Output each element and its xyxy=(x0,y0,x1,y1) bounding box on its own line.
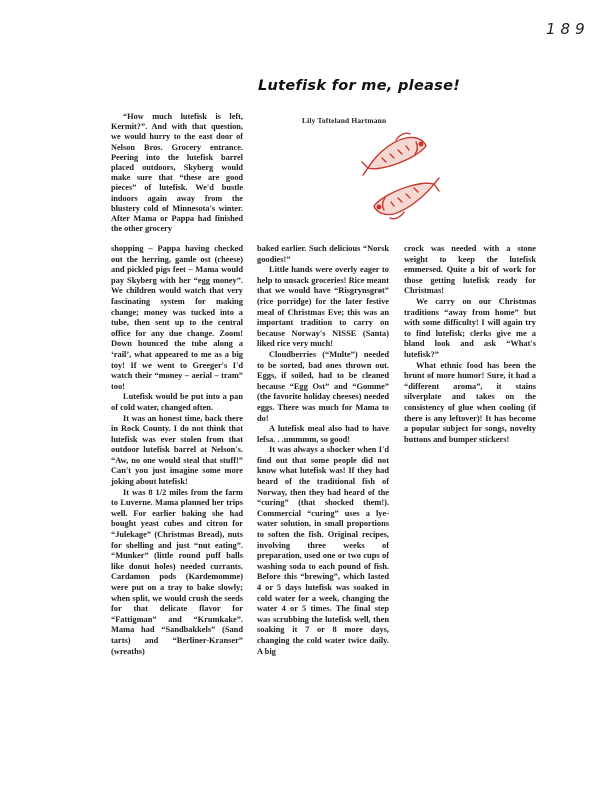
article-column-4 xyxy=(404,244,536,445)
paragraph: baked earlier. Such delicious “Norsk goodies!” xyxy=(257,244,389,264)
paragraph: It was always a shocker when I'd find out that some people did not know what lutefisk was! If they had heard of the traditional fish of Norway, then they had heard of the “curing” (that shocked them!). Commercial “curing” uses a lye-water solution, in small proportions to soften the fish. Original recipes, involving three weeks of preparation, used one or two cups of washing soda to each pound of fish. Before this “brewing”, which lasted 4 or 5 days lutefisk was soaked in cold water for a week, changing the water 4 or 5 times. The final step was scrubbing the lutefisk well, then soaking it 7 or 8 more days, changing the cold water twice daily. A big xyxy=(257,445,389,656)
paragraph: Cloudberries (“Multe”) needed to be sorted, bad ones thrown out. Eggs, if soiled, had to be cleaned because “Egg Ost” and “Gomme” (the favorite holiday cheeses) needed eggs. There was much for Mama to do! xyxy=(257,349,389,423)
paragraph: “How much lutefisk is left, Kermit?”. And with that question, we would hurry to the east door of Nelson Bros. Grocery entrance. Peering into the lutefisk barrel placed outdoors, Skyberg would make sure that “these are good pieces” of lutefisk. We'd bustle indoors again away from the blustery cold of Minnesota's winter. After Mama or Pappa had finished the other grocery xyxy=(111,112,243,234)
page-number: 189 xyxy=(546,20,590,38)
article-column-1 xyxy=(111,112,243,234)
paragraph: It was an honest time, back there in Rock County. I do not think that lutefisk was ever stolen from that outdoor lutefisk barrel at Nelson's. “Aw, no one would steal that stuff!” Can't you just imagine some more joking about lutefisk! xyxy=(111,413,243,487)
paragraph: What ethnic food has been the brunt of more humor! Sure, it had a “different aroma”, it stains silverplate and takes on the consistency of glue when cooling (if there is any leftover)! It has become a popular subject for songs, novelty buttons and bumper stickers! xyxy=(404,360,536,444)
paragraph: crock was needed with a stone weight to keep the lutefisk emmersed. Quite a bit of work for those getting lutefisk ready for Christmas! xyxy=(404,244,536,296)
paragraph: shopping – Pappa having checked out the herring, gamle ost (cheese) and pickled pigs feet – Mama would pay Skyberg with her “egg money”. We children would watch that very fascinating system for making change; money was tucked into a tube, then sent up to the central office for any due change. Zoom! Down bounced the tube along a ‘rail’, what appeared to me as a big toy! If we went to Greeger's I'd watch their “money – aerial – tram” too! xyxy=(111,244,243,391)
article-byline: Lily Tofteland Hartmann xyxy=(302,116,387,125)
paragraph: Lutefisk would be put into a pan of cold water, changed often. xyxy=(111,392,243,412)
article-title: Lutefisk for me, please! xyxy=(258,78,461,94)
paragraph: A lutefisk meal also had to have lefsa. . .ummmm, so good! xyxy=(257,424,389,444)
paragraph: It was 8 1/2 miles from the farm to Luverne. Mama planned her trips well. For earlier baking she had bought yeast cubes and citron for “Julekage” (Christmas Bread), nuts for shelling and just “nut eating”. “Munker” (little round puff balls like donut holes) needed currants. Cardamon pods (Kardemomme) were put on a tray to bake slowly; when split, we would crush the seeds for that delicate flavor for “Fattigman” and “Krumkake”. Mama had “Sandbakkels” (Sand tarts) and “Berliner-Kranser” (wreaths) xyxy=(111,487,243,656)
two-red-fish-icon xyxy=(360,128,440,220)
article-column-3 xyxy=(257,244,389,657)
article-column-2 xyxy=(111,244,243,657)
paragraph: Little hands were overly eager to help to unsack groceries! Rice meant that we would have “Risgrynsgrøt” (rice porridge) for the later festive meal of Christmas Eve; this was an important tradition to carry on because Norway's NISSE (Santa) liked rice very much! xyxy=(257,265,389,349)
paragraph: We carry on our Christmas traditions “away from home” but with some difficulty! I will again try to find lutefisk; clerks give me a bland look and ask “What's lutefisk?” xyxy=(404,296,536,359)
